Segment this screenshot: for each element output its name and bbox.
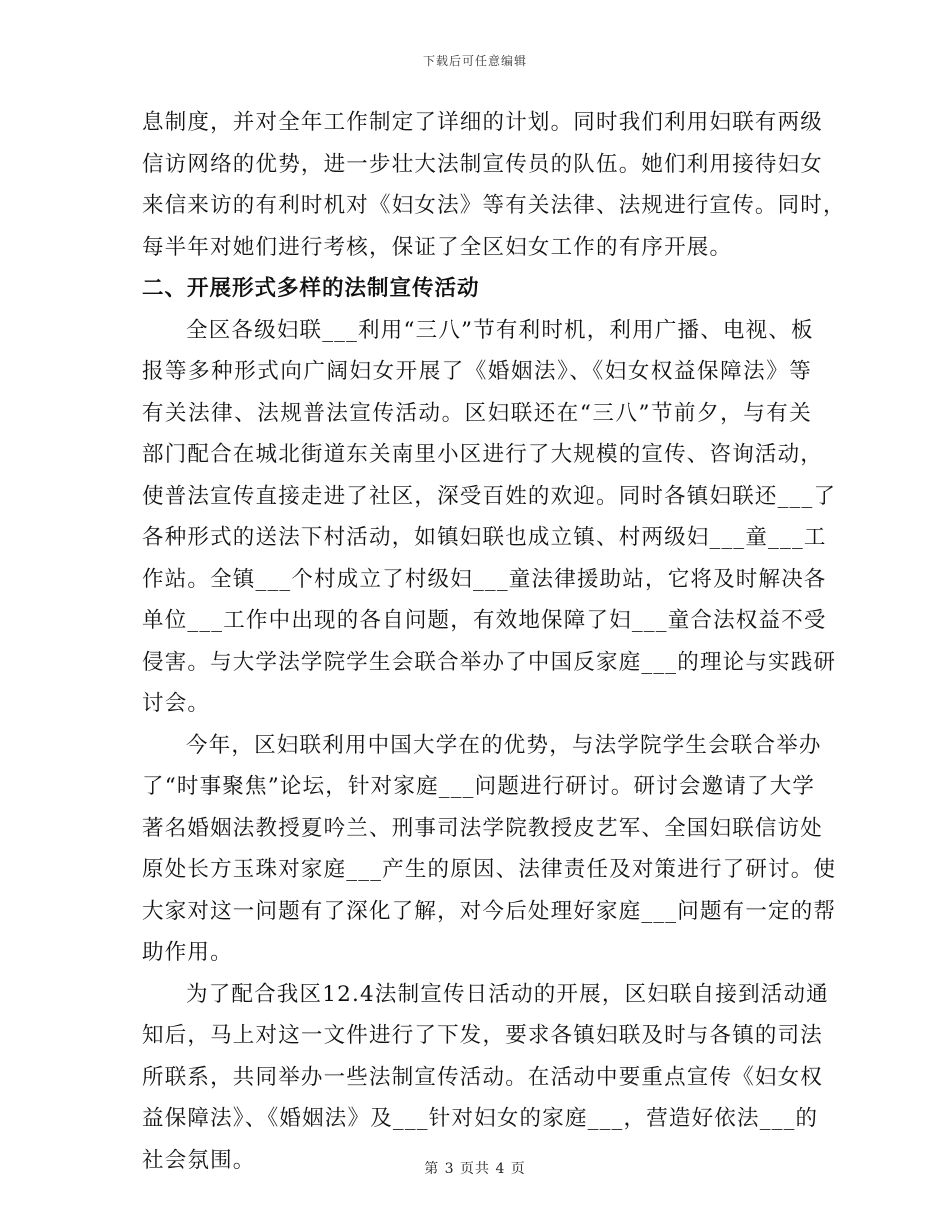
text-line: 助作用。 <box>142 940 233 965</box>
text-line: 原处长方玉珠对家庭___产生的原因、法律责任及对策进行了研讨。使 <box>142 857 837 882</box>
text-line: 报等多种形式向广阔妇女开展了《婚姻法》、《妇女权益保障法》等 <box>142 359 812 384</box>
text-line: 作站。全镇___个村成立了村级妇___童法律援助站，它将及时解决各 <box>142 566 827 592</box>
text-line: 为了配合我区12.4法制宣传日活动的开展，区妇联自接到活动通 <box>186 981 829 1007</box>
text-line: 部门配合在城北街道东关南里小区进行了大规模的宣传、咨询活动， <box>142 442 824 467</box>
document-body <box>142 102 846 1181</box>
text-line: 全区各级妇联___利用“三八”节有利时机，利用广播、电视、板 <box>186 317 814 343</box>
text-line: 大家对这一问题有了深化了解，对今后处理好家庭___问题有一定的帮 <box>142 898 837 924</box>
text-line: 益保障法》、《婚姻法》及___针对妇女的家庭___，营造好依法___的 <box>142 1106 819 1131</box>
text-line: 使普法宣传直接走进了社区，深受百姓的欢迎。同时各镇妇联还___了 <box>142 483 837 509</box>
text-line: 来信来访的有利时机对《妇女法》等有关法律、法规进行宣传。同时， <box>142 193 846 218</box>
text-line: 了“时事聚焦”论坛，针对家庭___问题进行研讨。研讨会邀请了大学 <box>142 774 816 799</box>
text-line: 著名婚姻法教授夏吟兰、刑事司法学院教授皮艺军、全国妇联信访处 <box>142 815 824 841</box>
text-line: 知后，马上对这一文件进行了下发，要求各镇妇联及时与各镇的司法 <box>142 1023 824 1048</box>
text-line: 社会氛围。 <box>142 1147 256 1173</box>
text-line: 今年，区妇联利用中国大学在的优势，与法学院学生会联合举办 <box>186 732 822 758</box>
text-line: 所联系，共同举办一些法制宣传活动。在活动中要重点宣传《妇女权 <box>142 1064 824 1090</box>
text-line: 侵害。与大学法学院学生会联合举办了中国反家庭___的理论与实践研 <box>142 649 837 675</box>
text-line: 有关法律、法规普法宣传活动。区妇联还在“三八”节前夕，与有关 <box>142 400 812 426</box>
section-heading: 二、开展形式多样的法制宣传活动 <box>142 276 480 301</box>
text-line: 各种形式的送法下村活动，如镇妇联也成立镇、村两级妇___童___工 <box>142 525 827 550</box>
page-header: 下载后可任意编辑 <box>422 54 527 68</box>
text-line: 每半年对她们进行考核，保证了全区妇女工作的有序开展。 <box>142 234 733 260</box>
text-line: 信访网络的优势，进一步壮大法制宣传员的队伍。她们利用接待妇女 <box>142 151 824 177</box>
text-line: 息制度，并对全年工作制定了详细的计划。同时我们利用妇联有两级 <box>142 110 824 135</box>
text-line: 讨会。 <box>142 691 211 716</box>
page-number: 第 3 页共 4 页 <box>424 1161 526 1177</box>
text-line: 单位___工作中出现的各自问题，有效地保障了妇___童合法权益不受 <box>142 608 827 633</box>
